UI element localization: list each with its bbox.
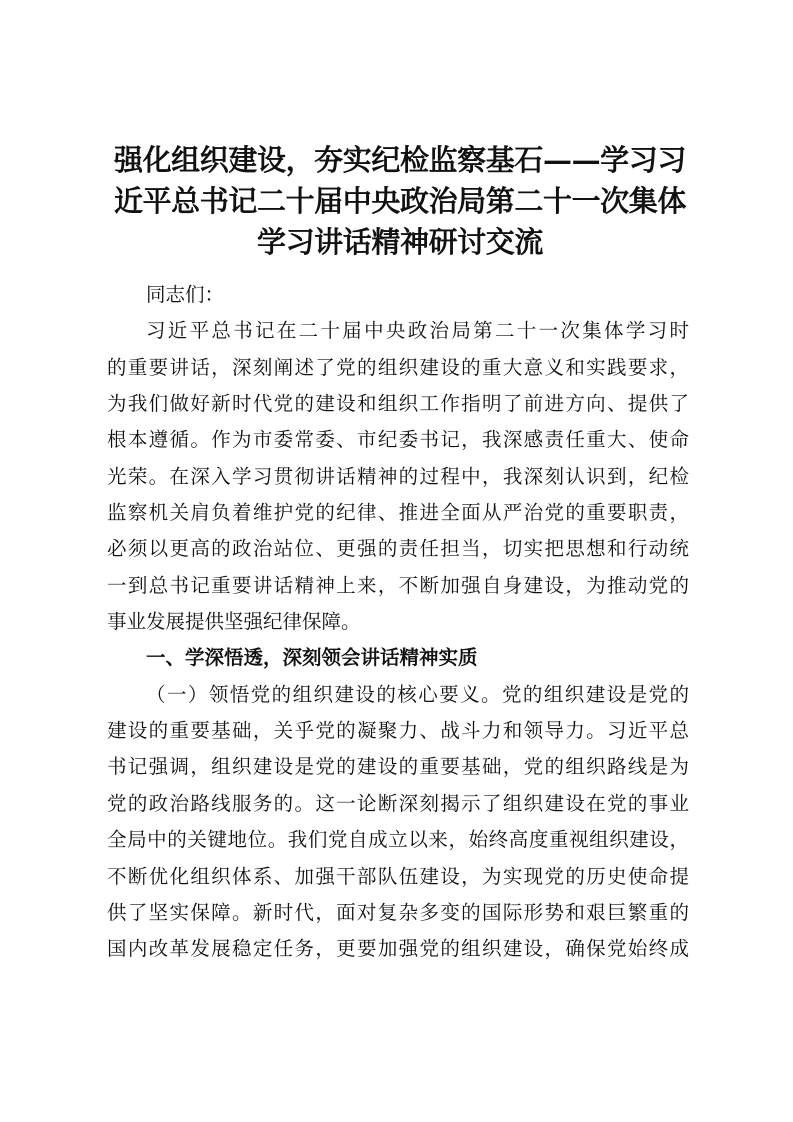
document-body: [107, 277, 689, 968]
paragraph-line: 不断优化组织体系、加强干部队伍建设，为实现党的历史使命提: [107, 864, 689, 888]
paragraph-line: 根本遵循。作为市委常委、市纪委书记，我深感责任重大、使命: [107, 428, 689, 452]
section-heading: 一、学深悟透，深刻领会讲话精神实质: [146, 646, 478, 670]
paragraph-line: 书记强调，组织建设是党的建设的重要基础，党的组织路线是为: [107, 755, 689, 779]
title-line: 学习讲话精神研讨交流: [256, 225, 543, 259]
paragraph-line: 建设的重要基础，关乎党的凝聚力、战斗力和领导力。习近平总: [107, 719, 689, 743]
paragraph-line: 全局中的关键地位。我们党自成立以来，始终高度重视组织建设，: [107, 828, 689, 852]
paragraph-line: 供了坚实保障。新时代，面对复杂多变的国际形势和艰巨繁重的: [107, 900, 689, 924]
document-title: [100, 140, 700, 263]
paragraph-line: 一到总书记重要讲话精神上来，不断加强自身建设，为推动党的: [107, 573, 689, 597]
paragraph-line-rest: 党的组织建设是党的: [501, 682, 689, 706]
paragraph-line: 事业发展提供坚强纪律保障。: [107, 610, 361, 634]
title-line: 近平总书记二十届中央政治局第二十一次集体: [113, 184, 686, 218]
title-line: 强化组织建设，夯实纪检监察基石——学习习: [113, 143, 686, 177]
paragraph-line: 监察机关肩负着维护党的纪律、推进全面从严治党的重要职责，: [107, 501, 689, 525]
paragraph-organization: [107, 677, 689, 968]
subsection-label: （一）领悟党的组织建设的核心要义。: [146, 682, 502, 706]
paragraph-line: 的重要讲话，深刻阐述了党的组织建设的重大意义和实践要求，: [107, 355, 689, 379]
paragraph-intro: [107, 313, 689, 640]
paragraph-line: 为我们做好新时代党的建设和组织工作指明了前进方向、提供了: [107, 392, 689, 416]
paragraph-line: 党的政治路线服务的。这一论断深刻揭示了组织建设在党的事业: [107, 791, 689, 815]
paragraph-line: 习近平总书记在二十届中央政治局第二十一次集体学习时: [146, 319, 689, 343]
paragraph-line: 光荣。在深入学习贯彻讲话精神的过程中，我深刻认识到，纪检: [107, 464, 689, 488]
salutation: 同志们：: [146, 283, 225, 306]
paragraph-line: 必须以更高的政治站位、更强的责任担当，切实把思想和行动统: [107, 537, 689, 561]
paragraph-line: [107, 677, 689, 713]
paragraph-line: 国内改革发展稳定任务，更要加强党的组织建设，确保党始终成: [107, 937, 689, 961]
